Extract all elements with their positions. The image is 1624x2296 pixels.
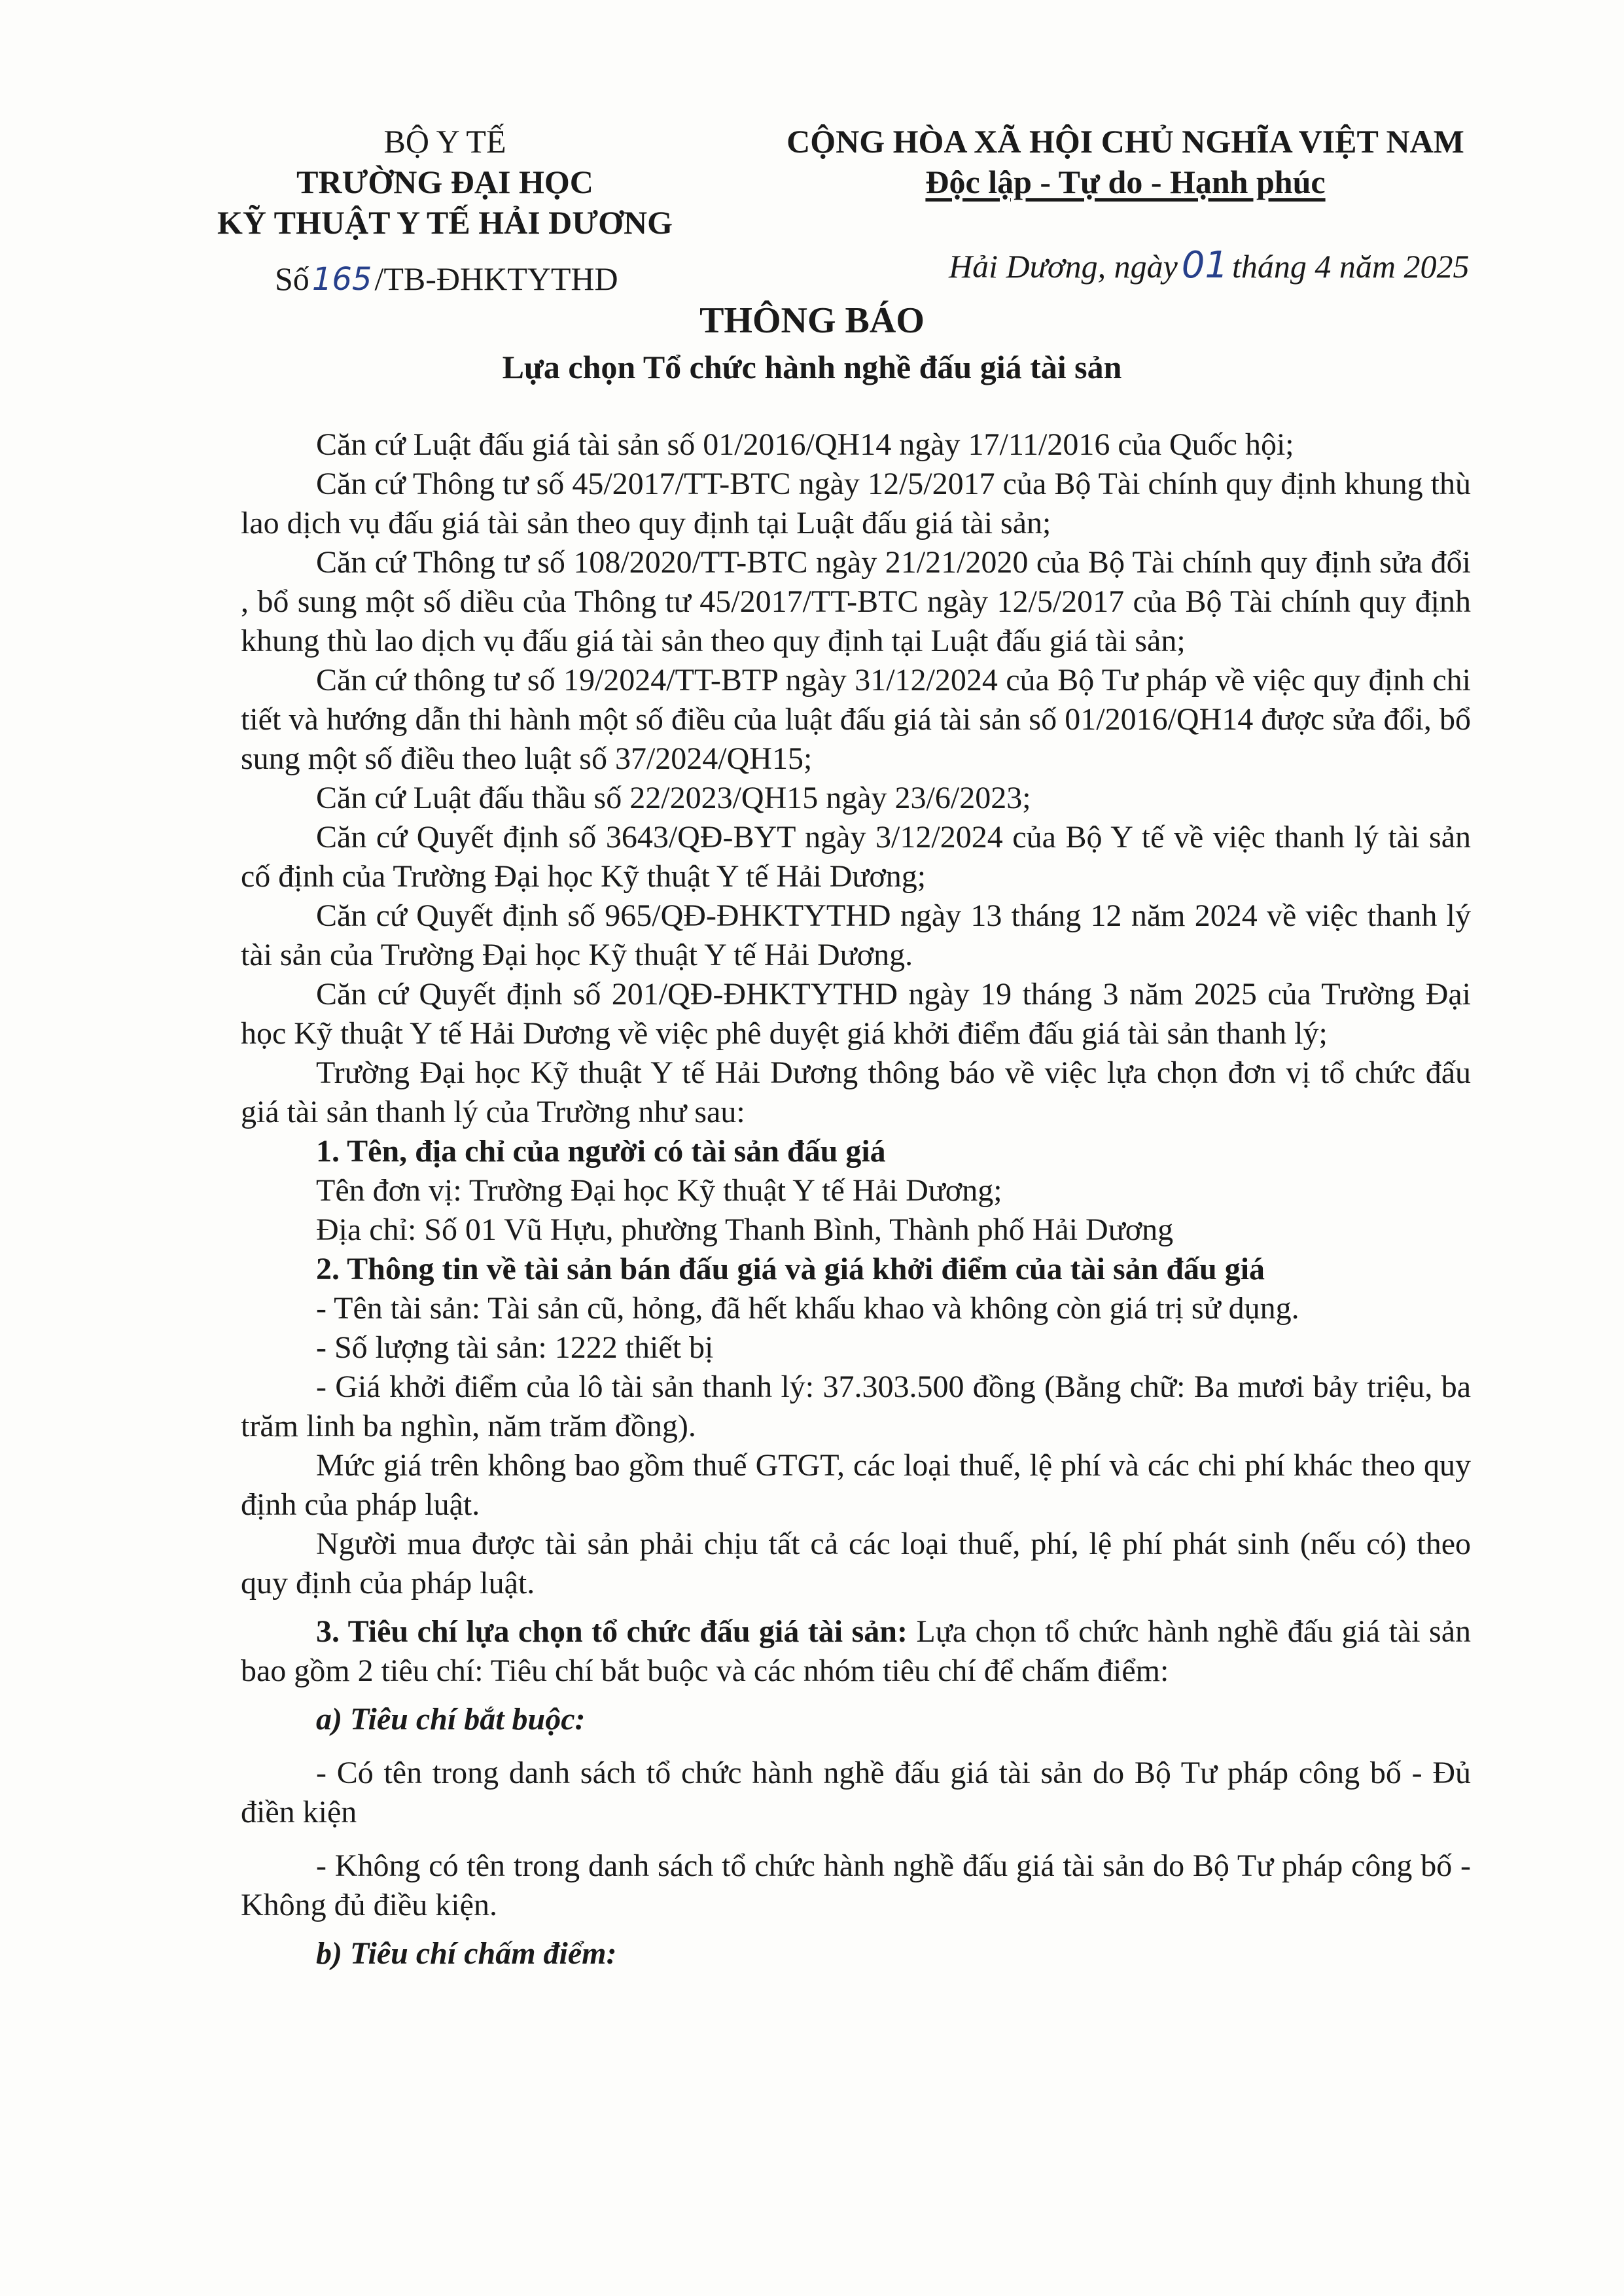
criteria-a-item-2: - Không có tên trong danh sách tổ chức hành nghề đấu giá tài sản do Bộ Tư pháp công bố - Không đủ điều kiện. <box>241 1848 1471 1922</box>
section-3-paragraph <box>241 1612 1471 1691</box>
legal-basis-1: Căn cứ Luật đấu giá tài sản số 01/2016/QH14 ngày 17/11/2016 của Quốc hội; <box>316 427 1294 462</box>
country-name: CỘNG HÒA XÃ HỘI CHỦ NGHĨA VIỆT NAM <box>786 123 1464 160</box>
legal-basis-8: Căn cứ Quyết định số 201/QĐ-ĐHKTYTHD ngày 19 tháng 3 năm 2025 của Trường Đại học Kỹ thuật Y tế Hải Dương về việc phê duyệt giá khởi điểm đấu giá tài sản thanh lý; <box>241 977 1471 1051</box>
document-title: THÔNG BÁO <box>699 300 925 341</box>
owner-address: Địa chỉ: Số 01 Vũ Hựu, phường Thanh Bình, Thành phố Hải Dương <box>316 1212 1174 1247</box>
legal-basis-7: Căn cứ Quyết định số 965/QĐ-ĐHKTYTHD ngày 13 tháng 12 năm 2024 về việc thanh lý tài sản của Trường Đại học Kỹ thuật Y tế Hải Dương. <box>241 898 1471 972</box>
section-3-text: Lựa chọn tổ chức hành nghề đấu giá tài sản bao gồm 2 tiêu chí: Tiêu chí bắt buộc và các nhóm tiêu chí để chấm điểm: <box>241 1614 1472 1688</box>
date-prefix: Hải Dương, ngày <box>949 248 1178 285</box>
school-name-line1: TRƯỜNG ĐẠI HỌC <box>296 164 593 200</box>
date-day-handwritten: 01 <box>1181 244 1229 287</box>
price-note-2: Người mua được tài sản phải chịu tất cả các loại thuế, phí, lệ phí phát sinh (nếu có) theo quy định của pháp luật. <box>241 1527 1471 1600</box>
document-number <box>275 258 618 300</box>
asset-name: - Tên tài sản: Tài sản cũ, hỏng, đã hết khấu khao và không còn giá trị sử dụng. <box>316 1291 1299 1326</box>
owner-name: Tên đơn vị: Trường Đại học Kỹ thuật Y tế Hải Dương; <box>316 1173 1002 1208</box>
legal-basis-5: Căn cứ Luật đấu thầu số 22/2023/QH15 ngày 23/6/2023; <box>316 781 1031 815</box>
legal-basis-3: Căn cứ Thông tư số 108/2020/TT-BTC ngày 21/21/2020 của Bộ Tài chính quy định sửa đổi , bổ sung một số diều của Thông tư 45/2017/TT-BTC ngày 12/5/2017 của Bộ Tài chính quy định khung thù lao dịch vụ đấu giá tài sản theo quy định tại Luật đấu giá tài sản; <box>241 545 1471 658</box>
criteria-b-heading: b) Tiêu chí chấm điểm: <box>316 1936 617 1971</box>
legal-basis-4: Căn cứ thông tư số 19/2024/TT-BTP ngày 31/12/2024 của Bộ Tư pháp về việc quy định chi tiết và hướng dẫn thi hành một số điều của luật đấu giá tài sản số 01/2016/QH14 được sửa đổi, bổ sung một số điều theo luật số 37/2024/QH15; <box>241 663 1471 776</box>
document-number-handwritten: 165 <box>311 261 372 298</box>
criteria-a-item-1: - Có tên trong danh sách tổ chức hành nghề đấu giá tài sản do Bộ Tư pháp công bố - Đủ điền kiện <box>241 1756 1471 1829</box>
document-number-prefix: Số <box>275 260 309 297</box>
national-motto-block <box>733 121 1518 202</box>
legal-basis-2: Căn cứ Thông tư số 45/2017/TT-BTC ngày 12/5/2017 của Bộ Tài chính quy định khung thù lao dịch vụ đấu giá tài sản theo quy định tại Luật đấu giá tài sản; <box>241 467 1471 540</box>
issuing-agency-block <box>150 121 739 243</box>
document-body <box>241 425 1471 1973</box>
price-note-1: Mức giá trên không bao gồm thuế GTGT, các loại thuế, lệ phí và các chi phí khác theo quy định của pháp luật. <box>241 1448 1471 1522</box>
issue-date <box>949 245 1470 287</box>
school-name-line2: KỸ THUẬT Y TẾ HẢI DƯƠNG <box>217 204 673 241</box>
ministry-name: BỘ Y TẾ <box>383 123 506 160</box>
section-3-heading: 3. Tiêu chí lựa chọn tổ chức đấu giá tài sản: <box>316 1614 908 1649</box>
asset-quantity: - Số lượng tài sản: 1222 thiết bị <box>316 1330 714 1365</box>
document-subtitle: Lựa chọn Tổ chức hành nghề đấu giá tài sản <box>502 349 1122 385</box>
date-suffix: tháng 4 năm 2025 <box>1232 248 1470 285</box>
motto: Độc lập - Tự do - Hạnh phúc <box>925 164 1326 200</box>
section-1-heading: 1. Tên, địa chỉ của người có tài sản đấu giá <box>316 1134 886 1169</box>
announcement-intro: Trường Đại học Kỹ thuật Y tế Hải Dương thông báo về việc lựa chọn đơn vị tổ chức đấu giá tài sản thanh lý của Trường như sau: <box>241 1055 1471 1129</box>
section-2-heading: 2. Thông tin về tài sản bán đấu giá và giá khởi điểm của tài sản đấu giá <box>316 1252 1265 1286</box>
starting-price: - Giá khởi điểm của lô tài sản thanh lý: 37.303.500 đồng (Bằng chữ: Ba mươi bảy triệu, ba trăm linh ba nghìn, năm trăm đồng). <box>241 1369 1471 1443</box>
legal-basis-6: Căn cứ Quyết định số 3643/QĐ-BYT ngày 3/12/2024 của Bộ Y tế về việc thanh lý tài sản cố định của Trường Đại học Kỹ thuật Y tế Hải Dương; <box>241 820 1471 894</box>
criteria-a-heading: a) Tiêu chí bắt buộc: <box>316 1702 586 1737</box>
document-number-suffix: /TB-ĐHKTYTHD <box>374 260 618 297</box>
